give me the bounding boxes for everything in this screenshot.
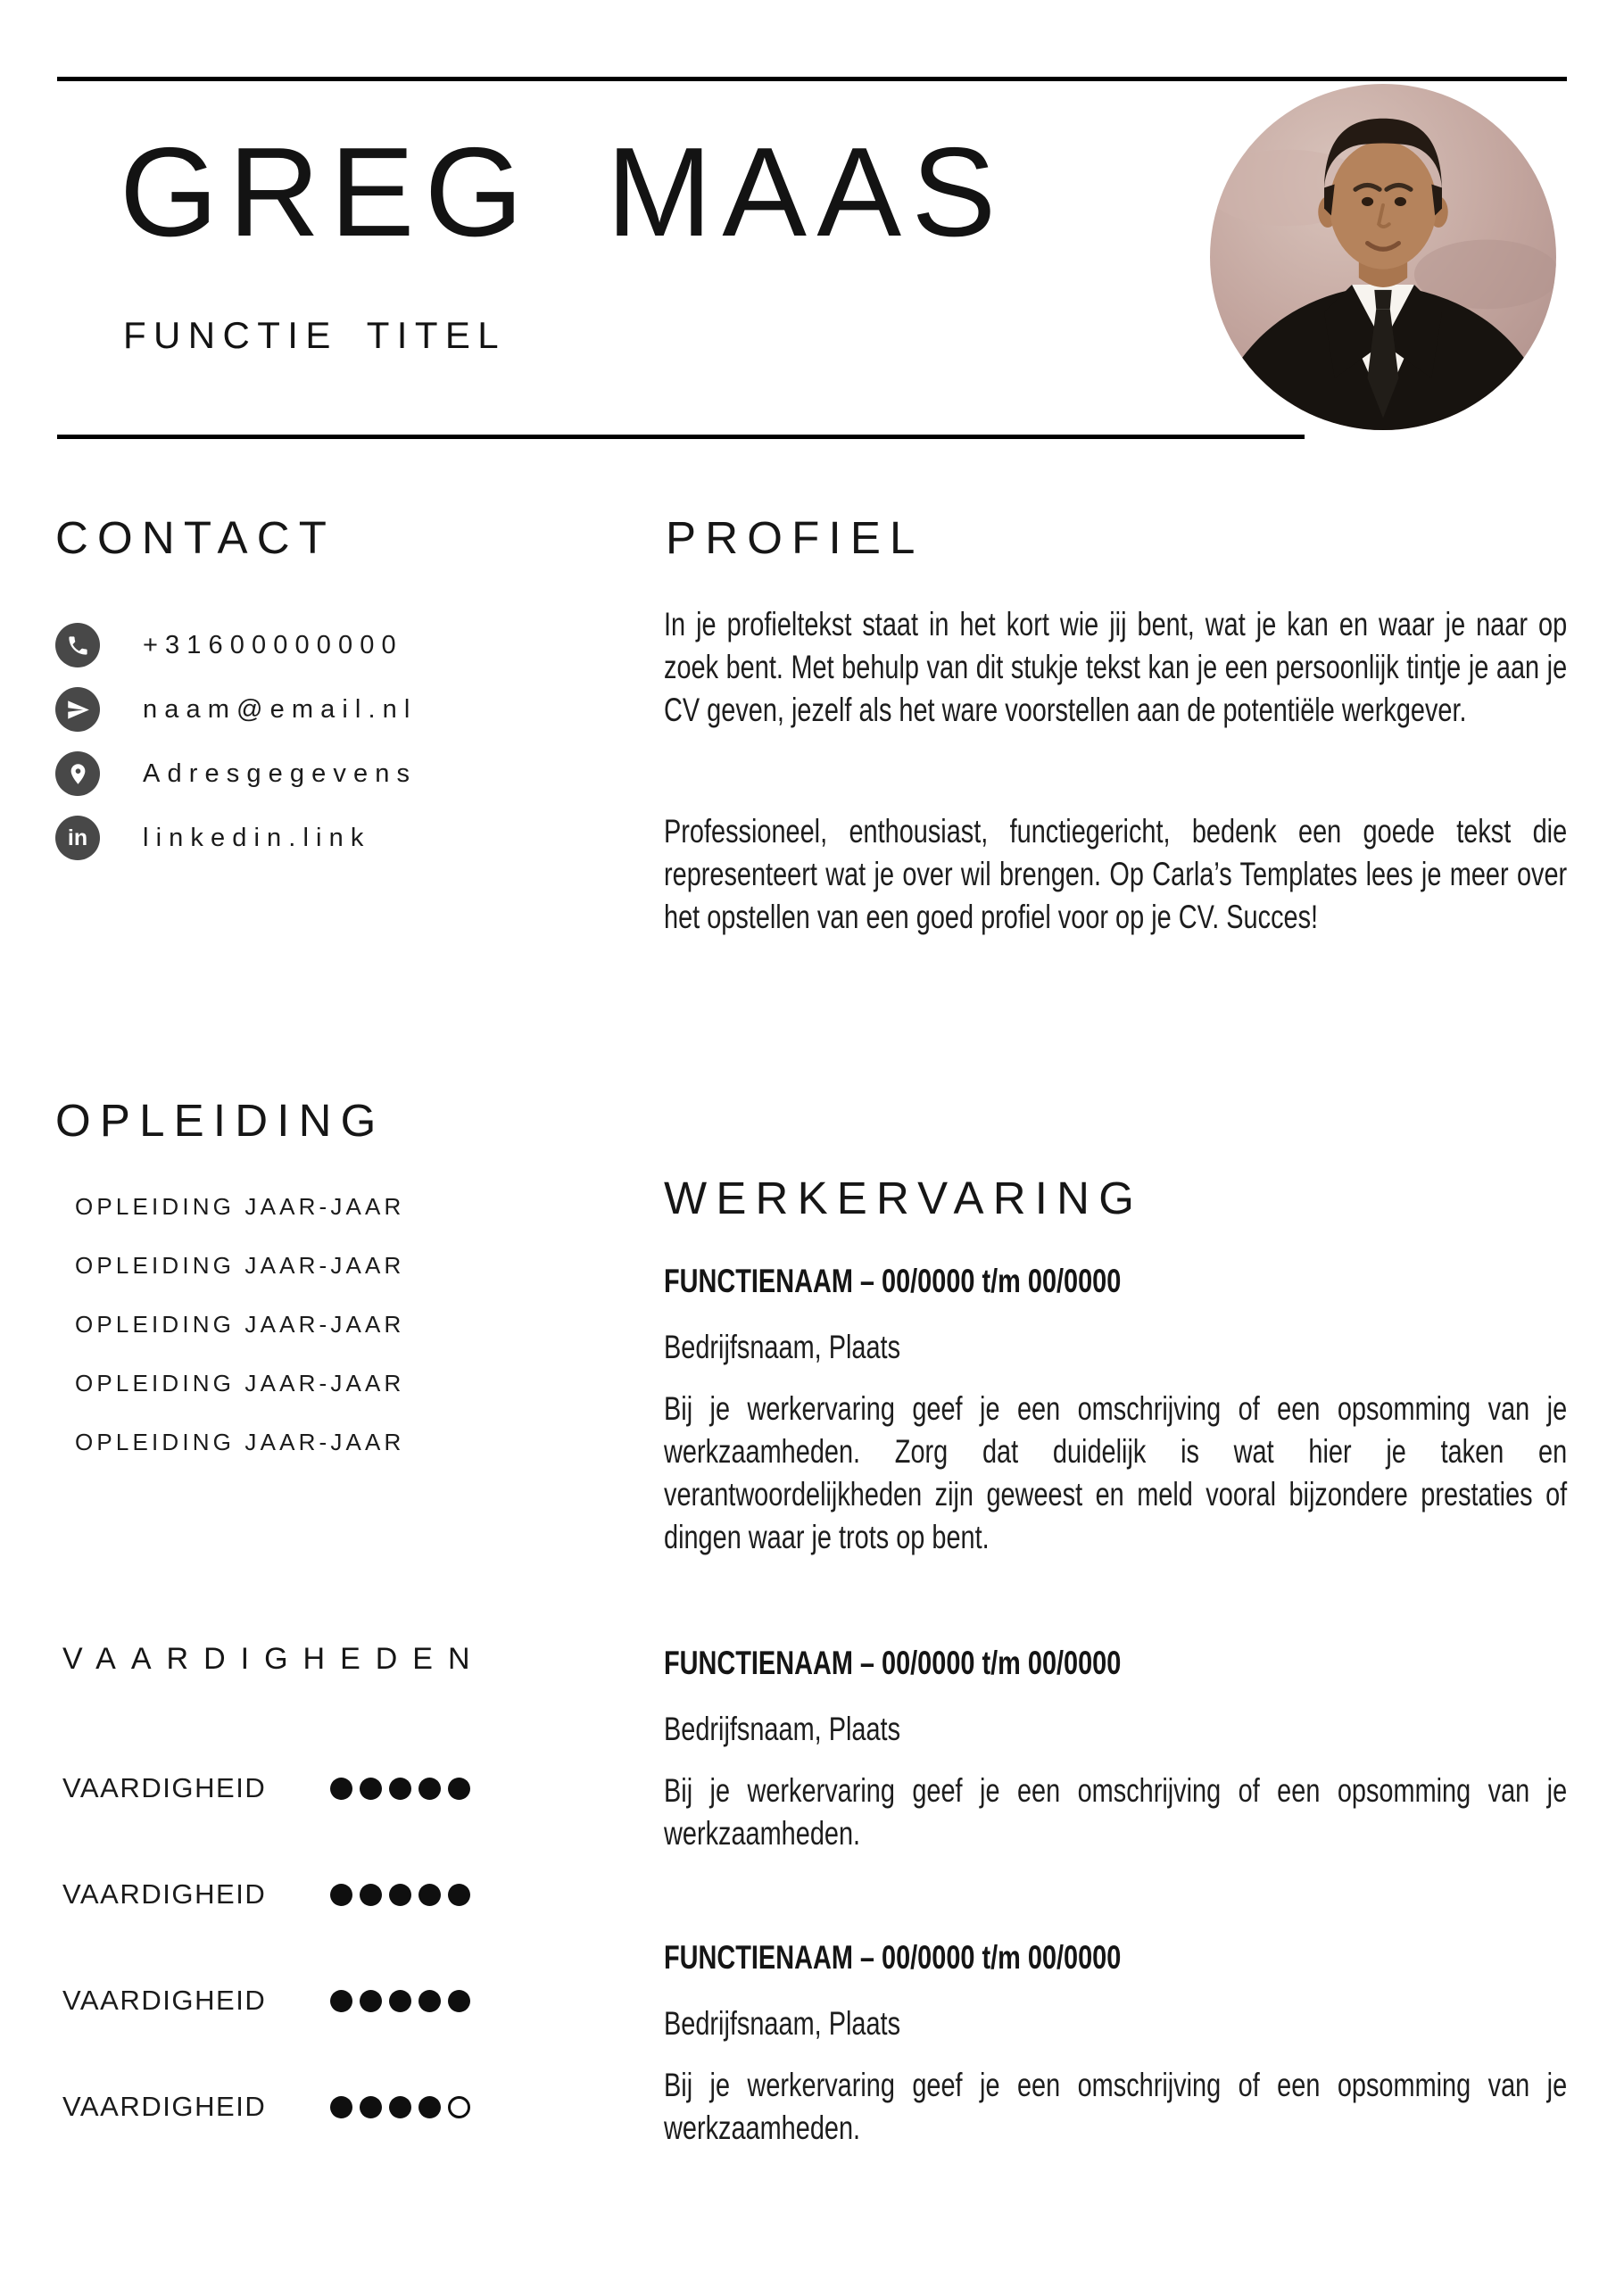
contact-row-linkedin (55, 816, 417, 860)
job-title: FUNCTIENAAM – 00/0000 t/m 00/0000 (664, 1263, 1122, 1299)
opleiding-list (75, 1177, 404, 1471)
skill-rating (330, 1884, 470, 1906)
opleiding-item: OPLEIDING JAAR-JAAR (75, 1311, 405, 1338)
contact-address-value: Adresgegevens (143, 758, 418, 788)
skill-rating (330, 2096, 470, 2118)
job-entry (664, 1939, 1567, 2150)
rating-dot-filled (448, 1884, 470, 1906)
rating-dot-filled (330, 1884, 352, 1906)
header-rule-top (57, 77, 1567, 81)
skills-list (62, 1768, 470, 2192)
job-company: Bedrijfsnaam, Plaats (664, 1329, 901, 1365)
contact-phone-value: +31600000000 (143, 630, 403, 659)
rating-dot-filled (360, 1990, 382, 2012)
rating-dot-filled (360, 2096, 382, 2118)
location-pin-icon (55, 751, 100, 796)
job-title-subtitle: FUNCTIE TITEL (123, 314, 507, 356)
rating-dot-filled (448, 1990, 470, 2012)
linkedin-icon: in (55, 816, 100, 860)
skill-label: VAARDIGHEID (62, 1985, 267, 2016)
contact-row-email (55, 687, 417, 732)
contact-linkedin-value: linkedin.link (143, 823, 371, 852)
rating-dot-filled (389, 2096, 411, 2118)
rating-dot-filled (330, 2096, 352, 2118)
section-heading-opleiding: OPLEIDING (55, 1095, 385, 1146)
opleiding-item: OPLEIDING JAAR-JAAR (75, 1252, 405, 1279)
rating-dot-filled (360, 1884, 382, 1906)
phone-icon (55, 623, 100, 667)
opleiding-item: OPLEIDING JAAR-JAAR (75, 1429, 405, 1455)
skill-row (62, 1768, 470, 1809)
rating-dot-empty (448, 2096, 470, 2118)
profiel-paragraph: In je profieltekst staat in het kort wie jij bent, wat je kan en waar je naar op zoek bent. Met behulp van dit stukje tekst kan je een persoonlijk tintje je aan je CV geven, jezelf als het ware voorstellen aan de potentiële werkgever. (664, 606, 1568, 728)
skill-label: VAARDIGHEID (62, 2091, 267, 2122)
rating-dot-filled (330, 1990, 352, 2012)
skill-row (62, 1980, 470, 2021)
rating-dot-filled (418, 1884, 441, 1906)
section-heading-profiel: PROFIEL (666, 512, 924, 563)
contact-row-address (55, 751, 417, 796)
skill-row (62, 2086, 470, 2127)
section-heading-vaardigheden: VAARDIGHEDEN (62, 1642, 485, 1676)
profiel-paragraph: Professioneel, enthousiast, functiegericht, bedenk een goede tekst die representeert wat je over wil brengen. Op Carla’s Templates lees je meer over het opstellen van een goed profiel voor op je CV. Succes! (664, 813, 1568, 935)
job-description: Bij je werkervaring geef je een omschrijving of een opsomming van je werkzaamheden. (664, 1772, 1568, 1852)
profile-photo (1210, 84, 1556, 430)
rating-dot-filled (418, 1778, 441, 1800)
section-heading-contact: CONTACT (55, 512, 336, 563)
job-company: Bedrijfsnaam, Plaats (664, 2005, 901, 2042)
job-entry (664, 1263, 1567, 1559)
header-rule-bottom (57, 435, 1305, 439)
opleiding-item: OPLEIDING JAAR-JAAR (75, 1370, 405, 1397)
contact-email-value: naam@email.nl (143, 694, 418, 724)
rating-dot-filled (389, 1990, 411, 2012)
profile-photo-illustration (1210, 84, 1556, 430)
rating-dot-filled (330, 1778, 352, 1800)
rating-dot-filled (448, 1778, 470, 1800)
job-entry (664, 1645, 1567, 1855)
person-name: GREG MAAS (120, 121, 1007, 263)
skill-label: VAARDIGHEID (62, 1878, 267, 1910)
skill-row (62, 1874, 470, 1915)
section-heading-werkervaring: WERKERVARING (664, 1173, 1144, 1223)
contact-row-phone (55, 623, 417, 667)
rating-dot-filled (389, 1778, 411, 1800)
skill-rating (330, 1778, 470, 1800)
job-description: Bij je werkervaring geef je een omschrijving of een opsomming van je werkzaamheden. (664, 2067, 1568, 2146)
skill-label: VAARDIGHEID (62, 1772, 267, 1803)
rating-dot-filled (418, 1990, 441, 2012)
profiel-text (664, 603, 1567, 939)
send-icon (55, 687, 100, 732)
rating-dot-filled (418, 2096, 441, 2118)
opleiding-item: OPLEIDING JAAR-JAAR (75, 1193, 405, 1220)
job-description: Bij je werkervaring geef je een omschrijving of een opsomming van je werkzaamheden. Zorg dat duidelijk is wat hier je taken en verantwoordelijkheden zijn geweest en meld vooral bijzondere prestaties of dingen waar je trots op bent. (664, 1390, 1568, 1555)
job-title: FUNCTIENAAM – 00/0000 t/m 00/0000 (664, 1645, 1122, 1681)
rating-dot-filled (360, 1778, 382, 1800)
job-company: Bedrijfsnaam, Plaats (664, 1711, 901, 1747)
skill-rating (330, 1990, 470, 2012)
contact-list (55, 623, 417, 860)
job-title: FUNCTIENAAM – 00/0000 t/m 00/0000 (664, 1939, 1122, 1976)
rating-dot-filled (389, 1884, 411, 1906)
